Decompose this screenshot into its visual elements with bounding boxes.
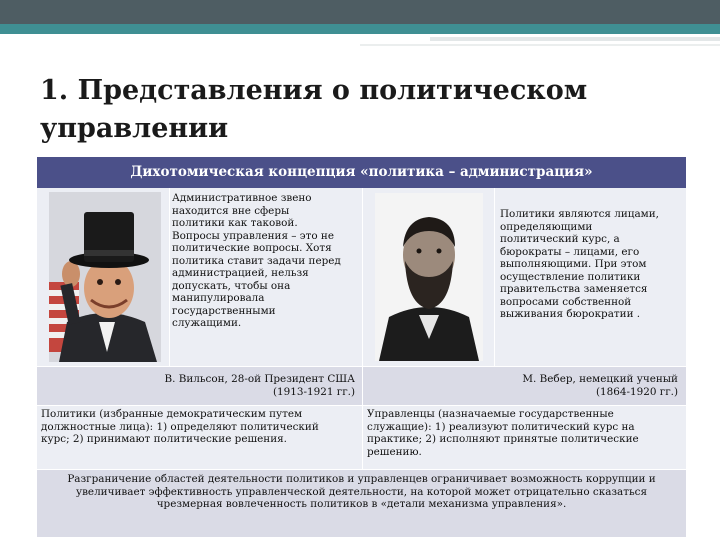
wilson-portrait <box>49 192 161 362</box>
wilson-quote: Административное звено находится вне сферы политики как таковой. Вопросы управления – это не политические вопросы. Хотя политика ставит задачи перед администрацией, нельзя допускать, чтобы она манипулировала государственными служащими. <box>172 192 341 329</box>
decorative-line <box>360 44 720 46</box>
top-band <box>0 0 720 24</box>
decorative-line <box>430 37 720 41</box>
weber-quote-cell <box>494 188 686 366</box>
conclusion-text: Разграничение областей деятельности политиков и управленцев ограничивает возможность коррупции и увеличивает эффективность управленческой деятельности, на которой может отрицательно сказаться чрезмерная вовлеченность политиков в «детали механизма управления». <box>67 473 656 510</box>
concept-table <box>37 157 686 537</box>
wilson-photo-cell <box>37 188 169 366</box>
wilson-quote-cell <box>169 188 362 366</box>
managers-cell <box>362 405 686 469</box>
top-accent-bar <box>0 24 720 34</box>
table-header: Дихотомическая концепция «политика – администрация» <box>37 157 686 188</box>
page-title: 1. Представления о политическом управлении <box>40 75 588 144</box>
politicians-cell <box>37 405 362 469</box>
managers-text: Управленцы (назначаемые государственные служащие): 1) реализуют политический курс на практике; 2) исполняют принятые политические решению. <box>367 408 639 458</box>
weber-portrait <box>375 193 483 361</box>
politicians-text: Политики (избранные демократическим путем должностные лица): 1) определяют политический курс; 2) принимают политические решения. <box>41 408 319 445</box>
wilson-caption-cell <box>37 366 362 405</box>
weber-caption-years: (1864-1920 гг.) <box>596 386 678 398</box>
weber-caption-cell <box>362 366 686 405</box>
weber-quote: Политики являются лицами, определяющими политический курс, а бюрократы – лицами, его выполняющими. При этом осуществление политики правительства заменяется вопросами собственной выживания бюрократии . <box>500 208 659 320</box>
weber-photo-cell <box>362 188 494 366</box>
conclusion-cell <box>37 469 686 537</box>
weber-caption-name: М. Вебер, немецкий ученый <box>522 373 678 385</box>
wilson-caption-years: (1913-1921 гг.) <box>273 386 355 398</box>
wilson-caption-name: В. Вильсон, 28-ой Президент США <box>164 373 355 385</box>
